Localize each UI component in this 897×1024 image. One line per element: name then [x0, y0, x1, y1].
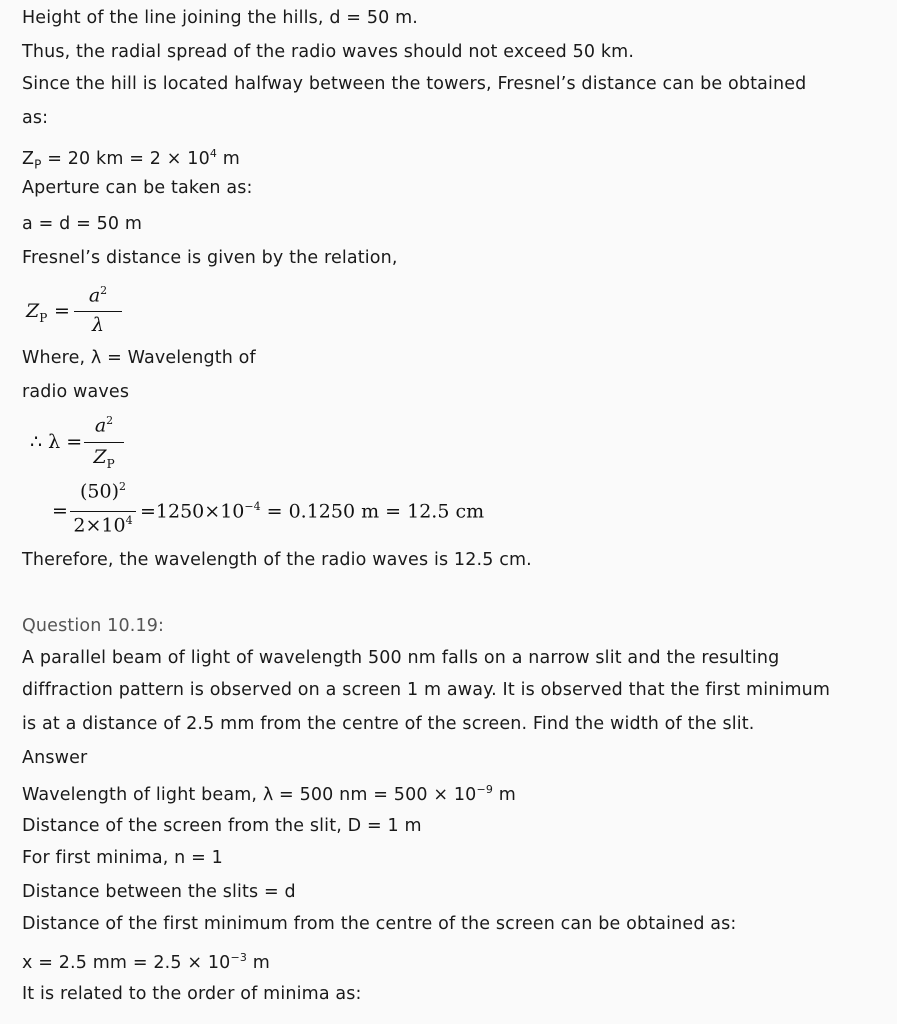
answer-line: Distance of the first minimum from the centre of the screen can be obtained as:	[22, 914, 737, 934]
zp-value: = 20 km = 2 × 10	[41, 148, 210, 169]
question-title: Question 10.19:	[22, 616, 165, 636]
fraction-bar	[84, 442, 124, 443]
eq2-numerator: a	[94, 414, 107, 437]
text-line: Where, λ = Wavelength of	[22, 348, 256, 368]
equation-wavelength	[30, 414, 150, 474]
text-line: Therefore, the wavelength of the radio waves is 12.5 cm.	[22, 550, 532, 570]
eq1-lhs-subscript: P	[39, 310, 48, 325]
a6-unit: m	[246, 952, 270, 973]
zp-symbol: Z	[22, 148, 35, 169]
eq3-result-exponent: −4	[244, 500, 261, 513]
text-line: Aperture can be taken as:	[22, 178, 253, 198]
eq2-denominator-subscript: P	[106, 456, 115, 471]
text-line: Since the hill is located halfway between the towers, Fresnel’s distance can be obtained	[22, 74, 807, 94]
text-line: Height of the line joining the hills, d = 50 m.	[22, 8, 419, 28]
question-text: A parallel beam of light of wavelength 500 nm falls on a narrow slit and the resulting	[22, 648, 780, 668]
answer-line-wavelength	[22, 778, 516, 807]
a1-exponent: −9	[476, 783, 493, 796]
eq3-result	[140, 500, 484, 522]
eq1-equals: =	[54, 300, 70, 322]
question-text: is at a distance of 2.5 mm from the centre of the screen. Find the width of the slit.	[22, 714, 755, 734]
eq1-lhs: Z	[26, 300, 40, 322]
question-text: diffraction pattern is observed on a screen 1 m away. It is observed that the first minimum	[22, 680, 831, 700]
eq3-result-a: =1250×10	[140, 500, 245, 523]
eq3-equals: =	[52, 500, 68, 522]
zp-subscript: P	[34, 157, 42, 172]
text-line: as:	[22, 108, 49, 128]
answer-line: It is related to the order of minima as:	[22, 984, 362, 1004]
eq2-lhs: ∴ λ =	[30, 431, 83, 453]
answer-line-distance	[22, 946, 270, 975]
a6-text: x = 2.5 mm = 2.5 × 10	[22, 952, 231, 973]
eq3-denominator: 2×10	[73, 514, 126, 537]
a6-exponent: −3	[230, 951, 247, 964]
eq3-denominator-exponent: 4	[125, 514, 133, 527]
zp-unit: m	[217, 148, 240, 169]
text-line: Fresnel’s distance is given by the relation,	[22, 248, 398, 268]
eq3-numerator-exponent: 2	[119, 480, 126, 493]
fraction-bar	[70, 511, 136, 512]
answer-line: Distance between the slits = d	[22, 882, 296, 902]
fraction-bar	[74, 311, 122, 312]
eq3-numerator: (50)	[79, 480, 119, 503]
text-line-zp	[22, 142, 240, 176]
eq2-denominator: Z	[93, 446, 107, 468]
eq3-result-b: = 0.1250 m = 12.5 cm	[260, 500, 485, 523]
answer-line: Distance of the screen from the slit, D = 1 m	[22, 816, 422, 836]
answer-line: For first minima, n = 1	[22, 848, 223, 868]
a1-text: Wavelength of light beam, λ = 500 nm = 500 × 10	[22, 784, 477, 805]
text-line: Thus, the radial spread of the radio waves should not exceed 50 km.	[22, 42, 635, 62]
equation-fresnel-distance	[26, 284, 126, 340]
answer-heading: Answer	[22, 748, 88, 768]
equation-calculation	[52, 480, 572, 544]
text-line: a = d = 50 m	[22, 214, 143, 234]
text-line: radio waves	[22, 382, 130, 402]
eq1-denominator: λ	[91, 314, 105, 336]
eq1-numerator-exponent: 2	[100, 284, 108, 297]
eq1-numerator: a	[88, 284, 101, 307]
eq1-fraction	[70, 284, 126, 336]
zp-exponent: 4	[209, 147, 218, 160]
eq2-fraction	[82, 414, 126, 471]
a1-unit: m	[493, 784, 516, 805]
eq2-numerator-exponent: 2	[106, 414, 114, 427]
